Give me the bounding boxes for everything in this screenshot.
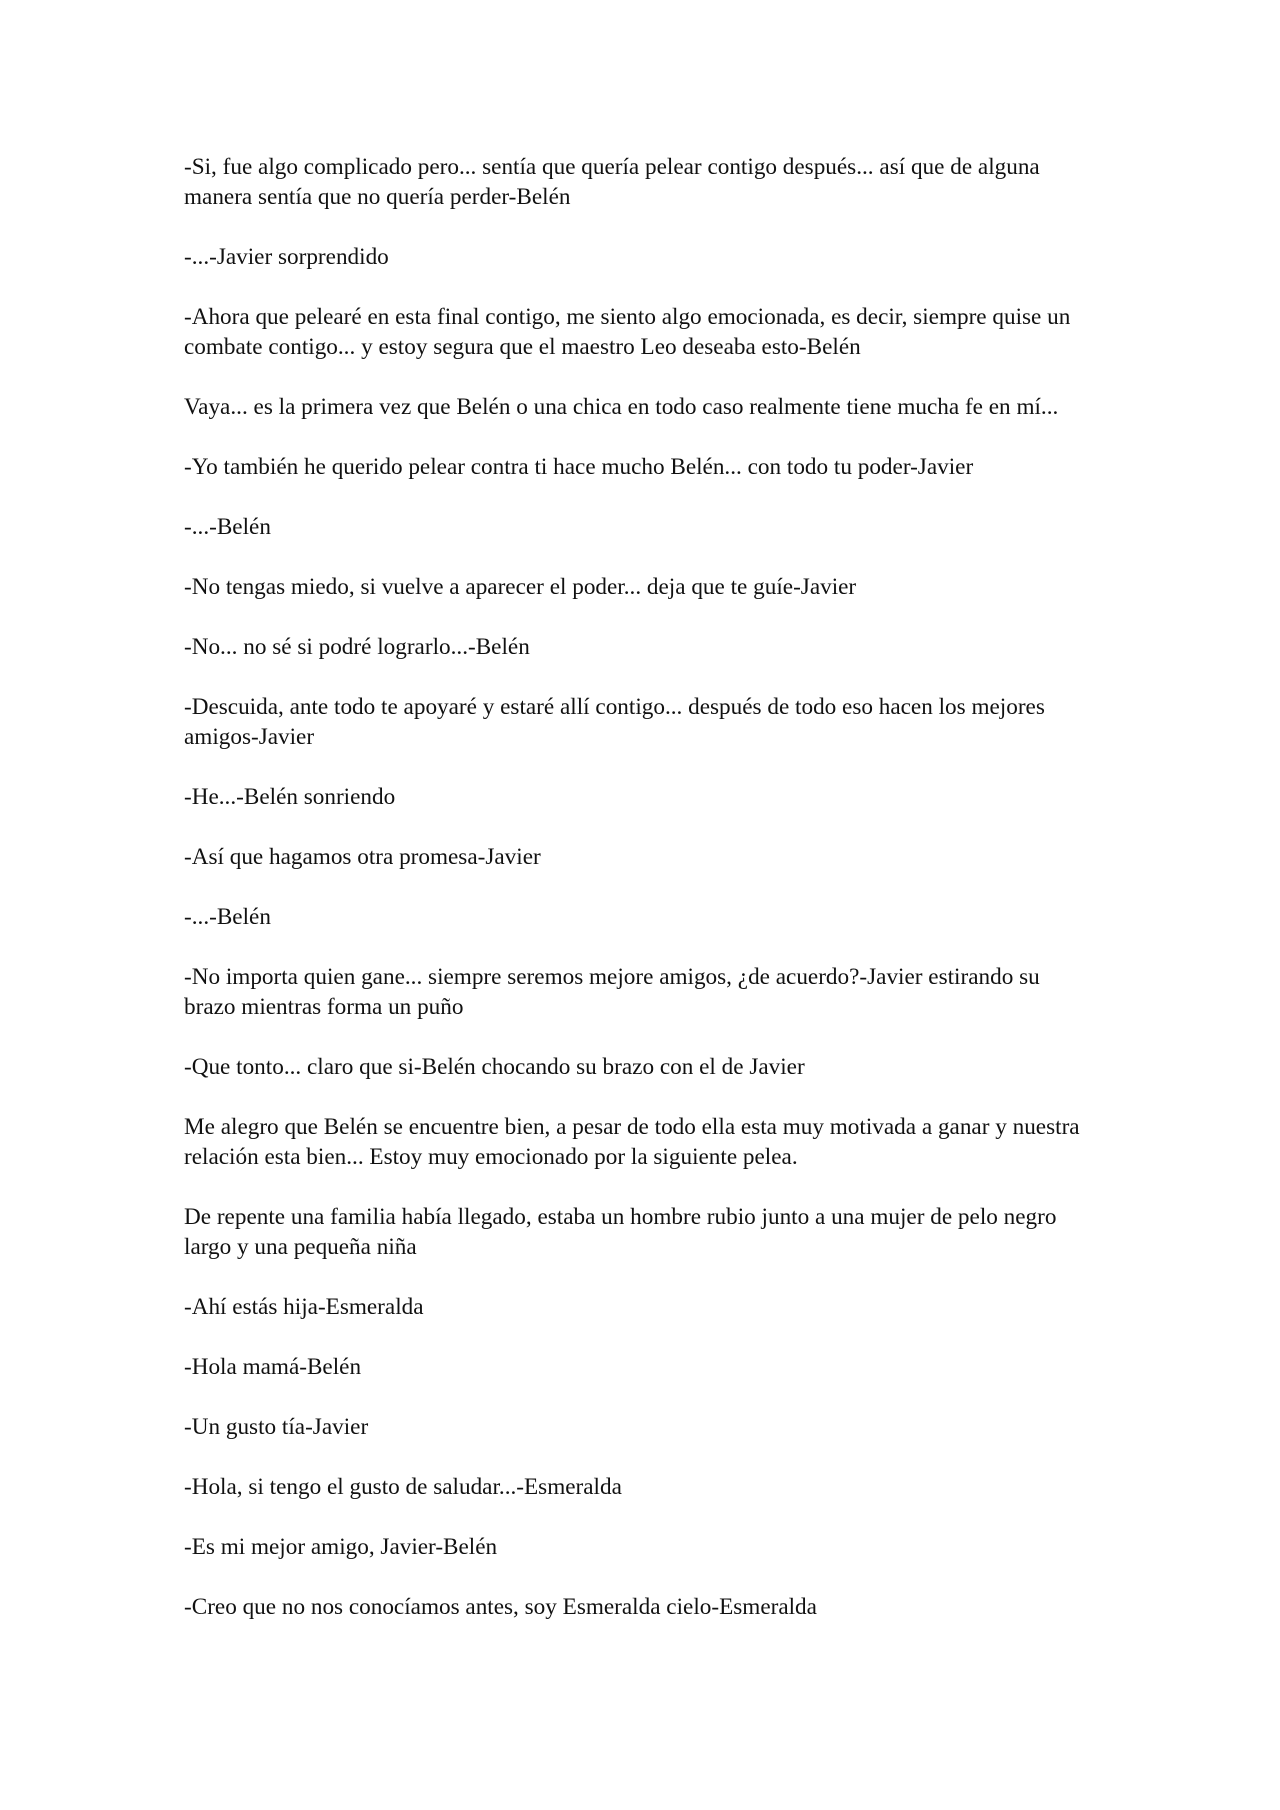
paragraph-javier-tia: -Un gusto tía-Javier [184,1414,369,1440]
document-body [184,152,1096,1652]
paragraph-belen-sonriendo: -He...-Belén sonriendo [184,784,396,810]
paragraph-narration-alegro: Me alegro que Belén se encuentre bien, a pesar de todo ella esta muy motivada a ganar y nuestra relación esta bien... Estoy muy emocionado por la siguiente pelea. [184,1114,1080,1170]
paragraph-belen-lograrlo: -No... no sé si podré lograrlo...-Belén [184,634,530,660]
paragraph-esmeralda-hija: -Ahí estás hija-Esmeralda [184,1294,424,1320]
paragraph-narration-familia: De repente una familia había llegado, estaba un hombre rubio junto a una mujer de pelo negro largo y una pequeña niña [184,1204,1057,1260]
paragraph-belen-silence-2: -...-Belén [184,904,271,930]
paragraph-belen-complicado: -Si, fue algo complicado pero... sentía que quería pelear contigo después... así que de alguna manera sentía que no quería perder-Belén [184,154,1040,210]
paragraph-javier-sorprendido: -...-Javier sorprendido [184,244,389,270]
paragraph-javier-descuida: -Descuida, ante todo te apoyaré y estaré allí contigo... después de todo eso hacen los mejores amigos-Javier [184,694,1045,750]
paragraph-belen-silence-1: -...-Belén [184,514,271,540]
paragraph-esmeralda-cielo: -Creo que no nos conocíamos antes, soy Esmeralda cielo-Esmeralda [184,1594,817,1620]
paragraph-javier-amigos: -No importa quien gane... siempre seremos mejore amigos, ¿de acuerdo?-Javier estirando su brazo mientras forma un puño [184,964,1040,1020]
paragraph-belen-mejor-amigo: -Es mi mejor amigo, Javier-Belén [184,1534,498,1560]
paragraph-belen-final: -Ahora que pelearé en esta final contigo, me siento algo emocionada, es decir, siempre quise un combate contigo... y estoy segura que el maestro Leo deseaba esto-Belén [184,304,1071,360]
paragraph-javier-miedo: -No tengas miedo, si vuelve a aparecer el poder... deja que te guíe-Javier [184,574,857,600]
paragraph-esmeralda-saludar: -Hola, si tengo el gusto de saludar...-Esmeralda [184,1474,622,1500]
paragraph-javier-promesa: -Así que hagamos otra promesa-Javier [184,844,541,870]
paragraph-narration-fe: Vaya... es la primera vez que Belén o una chica en todo caso realmente tiene mucha fe en mí... [184,394,1059,420]
paragraph-javier-poder: -Yo también he querido pelear contra ti hace mucho Belén... con todo tu poder-Javier [184,454,974,480]
paragraph-belen-tonto: -Que tonto... claro que si-Belén chocando su brazo con el de Javier [184,1054,805,1080]
paragraph-belen-mama: -Hola mamá-Belén [184,1354,362,1380]
